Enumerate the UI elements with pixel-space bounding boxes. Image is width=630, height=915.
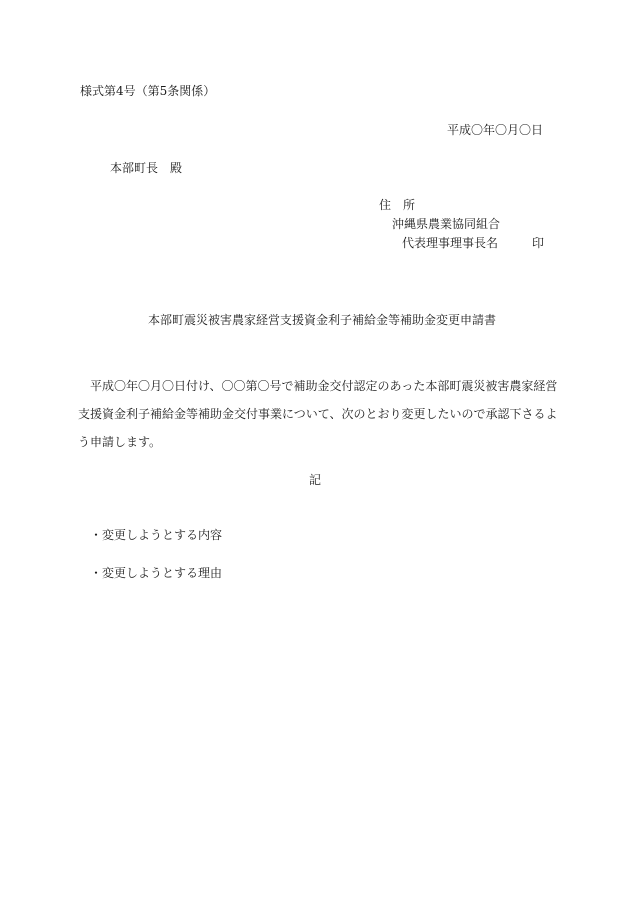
representative-name: 代表理事理事長名 [402, 236, 499, 250]
address-label: 住 所 [379, 198, 416, 212]
application-date: 平成〇年〇月〇日 [447, 123, 544, 137]
document-title: 本部町震災被害農家経営支援資金利子補給金等補助金変更申請書 [148, 313, 497, 327]
form-number: 様式第4号（第5条関係） [80, 84, 216, 98]
seal-mark: 印 [532, 236, 545, 250]
body-paragraph: 平成〇年〇月〇日付け、〇〇第〇号で補助金交付認定のあった本部町震災被害農家経営支援資金利子補給金等補助金交付事業について、次のとおり変更したいので承認下さるよう申請します。 [78, 379, 558, 449]
organization-name: 沖縄県農業協同組合 [392, 217, 501, 231]
ki-heading: 記 [309, 473, 322, 487]
list-item: ・変更しようとする理由 [90, 566, 223, 580]
list-item: ・変更しようとする内容 [90, 528, 223, 542]
addressee: 本部町長 殿 [110, 161, 183, 175]
